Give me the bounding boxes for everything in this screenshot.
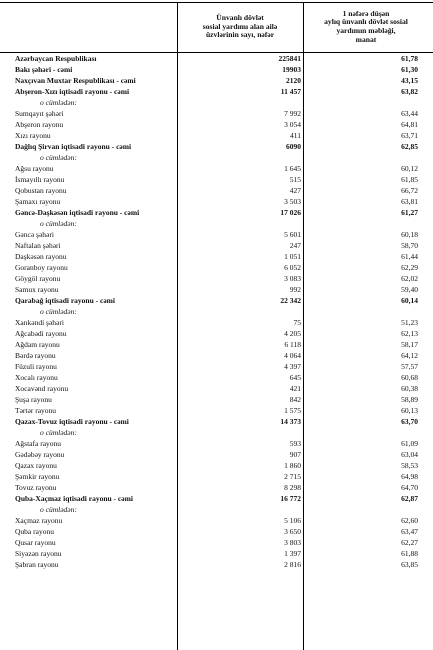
row-recipients-count: 75: [293, 318, 301, 327]
table-row: [0, 251, 433, 262]
row-benefit-amount: 63,70: [401, 417, 418, 426]
row-recipients-count: 6090: [286, 142, 301, 151]
table-row: [0, 130, 433, 141]
row-region-name: Qusar rayonu: [15, 538, 56, 547]
row-benefit-amount: 58,17: [401, 340, 418, 349]
row-region-name: Xocavənd rayonu: [15, 384, 69, 393]
table-row: [0, 273, 433, 284]
row-region-name: Qobustan rayonu: [15, 186, 67, 195]
row-benefit-amount: 58,53: [401, 461, 418, 470]
row-recipients-count: 3 054: [284, 120, 301, 129]
row-recipients-count: 2120: [286, 76, 301, 85]
row-region-name: Goranboy rayonu: [15, 263, 68, 272]
row-benefit-amount: 64,12: [401, 351, 418, 360]
table-row: [0, 229, 433, 240]
row-benefit-amount: 60,18: [401, 230, 418, 239]
row-recipients-count: 421: [289, 384, 301, 393]
table-row: [0, 350, 433, 361]
row-benefit-amount: 62,85: [401, 142, 418, 151]
row-region-name: İsmayıllı rayonu: [15, 175, 65, 184]
row-benefit-amount: 60,14: [401, 296, 418, 305]
row-benefit-amount: 63,47: [401, 527, 418, 536]
row-region-name: Azərbaycan Respublikası: [15, 54, 97, 63]
row-recipients-count: 11 457: [280, 87, 301, 96]
row-recipients-count: 515: [289, 175, 301, 184]
row-region-name: Gəncə-Daşkəsən iqtisadi rayonu - cəmi: [15, 208, 140, 217]
row-benefit-amount: 62,29: [401, 263, 418, 272]
table-row: [0, 515, 433, 526]
table-row: [0, 471, 433, 482]
table-row: [0, 196, 433, 207]
table-row-total: [0, 64, 433, 75]
table-row: [0, 405, 433, 416]
row-recipients-count: 907: [289, 450, 301, 459]
row-region-name: o cümlədən:: [40, 98, 77, 107]
row-benefit-amount: 64,98: [401, 472, 418, 481]
row-benefit-amount: 63,04: [401, 450, 418, 459]
table-row: [0, 240, 433, 251]
table-row-subheading: [0, 504, 433, 515]
row-benefit-amount: 61,85: [401, 175, 418, 184]
table-row: [0, 108, 433, 119]
row-region-name: Tovuz rayonu: [15, 483, 57, 492]
row-benefit-amount: 61,30: [401, 65, 418, 74]
row-region-name: Samux rayonu: [15, 285, 59, 294]
table-row-subheading: [0, 306, 433, 317]
row-benefit-amount: 62,60: [401, 516, 418, 525]
row-benefit-amount: 63,71: [401, 131, 418, 140]
row-region-name: Quba-Xaçmaz iqtisadi rayonu - cəmi: [15, 494, 133, 503]
row-benefit-amount: 62,87: [401, 494, 418, 503]
row-region-name: Bakı şəhəri - cəmi: [15, 65, 73, 74]
row-recipients-count: 225841: [278, 54, 301, 63]
row-recipients-count: 3 503: [284, 197, 301, 206]
table-row-total: [0, 86, 433, 97]
row-region-name: Xocalı rayonu: [15, 373, 58, 382]
table-row: [0, 526, 433, 537]
row-recipients-count: 8 298: [284, 483, 301, 492]
row-recipients-count: 2 715: [284, 472, 301, 481]
table-row: [0, 339, 433, 350]
row-recipients-count: 6 118: [284, 340, 301, 349]
table-row: [0, 537, 433, 548]
table-row: [0, 317, 433, 328]
row-recipients-count: 1 051: [284, 252, 301, 261]
table-row-subheading: [0, 218, 433, 229]
row-benefit-amount: 66,72: [401, 186, 418, 195]
row-region-name: Dağlıq Şirvan iqtisadi rayonu - cəmi: [15, 142, 132, 151]
row-region-name: Naxçıvan Muxtar Respublikası - cəmi: [15, 76, 136, 85]
row-recipients-count: 247: [289, 241, 301, 250]
row-recipients-count: 1 645: [284, 164, 301, 173]
row-benefit-amount: 59,40: [401, 285, 418, 294]
row-benefit-amount: 57,57: [401, 362, 418, 371]
table-row: [0, 559, 433, 570]
row-benefit-amount: 62,27: [401, 538, 418, 547]
row-region-name: Göygöl rayonu: [15, 274, 61, 283]
table-row: [0, 438, 433, 449]
row-region-name: Şamaxı rayonu: [15, 197, 61, 206]
table-body: [0, 53, 433, 570]
row-region-name: Qazax-Tovuz iqtisadi rayonu - cəmi: [15, 417, 129, 426]
row-region-name: Bərdə rayonu: [15, 351, 56, 360]
row-benefit-amount: 64,81: [401, 120, 418, 129]
row-benefit-amount: 60,68: [401, 373, 418, 382]
row-region-name: Sumqayıt şəhəri: [15, 109, 64, 118]
row-recipients-count: 427: [289, 186, 301, 195]
row-benefit-amount: 61,27: [401, 208, 418, 217]
row-recipients-count: 1 860: [284, 461, 301, 470]
row-benefit-amount: 64,70: [401, 483, 418, 492]
row-benefit-amount: 61,09: [401, 439, 418, 448]
row-region-name: Ağdam rayonu: [15, 340, 60, 349]
table-row: [0, 460, 433, 471]
table-row: [0, 119, 433, 130]
row-benefit-amount: 63,44: [401, 109, 418, 118]
table-row-total: [0, 207, 433, 218]
table-row-total: [0, 53, 433, 64]
row-region-name: Quba rayonu: [15, 527, 54, 536]
row-benefit-amount: 61,88: [401, 549, 418, 558]
row-region-name: o cümlədən:: [40, 307, 77, 316]
row-benefit-amount: 60,12: [401, 164, 418, 173]
row-benefit-amount: 43,15: [401, 76, 418, 85]
row-recipients-count: 5 106: [284, 516, 301, 525]
row-region-name: Siyəzən rayonu: [15, 549, 62, 558]
row-region-name: Xankəndi şəhəri: [15, 318, 64, 327]
table-row-total: [0, 75, 433, 86]
row-recipients-count: 2 816: [284, 560, 301, 569]
row-benefit-amount: 58,89: [401, 395, 418, 404]
table-row: [0, 284, 433, 295]
row-region-name: Qazax rayonu: [15, 461, 57, 470]
row-recipients-count: 16 772: [280, 494, 301, 503]
table-row-subheading: [0, 97, 433, 108]
row-recipients-count: 4 205: [284, 329, 301, 338]
row-benefit-amount: 60,13: [401, 406, 418, 415]
table-row: [0, 361, 433, 372]
table-row-subheading: [0, 152, 433, 163]
row-recipients-count: 5 601: [284, 230, 301, 239]
table-row-subheading: [0, 427, 433, 438]
row-region-name: Xızı rayonu: [15, 131, 51, 140]
row-benefit-amount: 63,85: [401, 560, 418, 569]
row-region-name: Qarabağ iqtisadi rayonu - cəmi: [15, 296, 116, 305]
row-recipients-count: 3 083: [284, 274, 301, 283]
row-region-name: Naftalan şəhəri: [15, 241, 61, 250]
row-region-name: Daşkəsən rayonu: [15, 252, 67, 261]
row-region-name: Ağsu rayonu: [15, 164, 54, 173]
row-recipients-count: 14 373: [280, 417, 301, 426]
row-benefit-amount: 63,81: [401, 197, 418, 206]
row-benefit-amount: 60,38: [401, 384, 418, 393]
row-region-name: o cümlədən:: [40, 428, 77, 437]
header-region-column: [0, 2, 176, 52]
table-row: [0, 482, 433, 493]
row-region-name: Şabran rayonu: [15, 560, 59, 569]
row-recipients-count: 4 064: [284, 351, 301, 360]
row-region-name: o cümlədən:: [40, 505, 77, 514]
header-amount-column: 1 nəfərə düşən aylıq ünvanlı dövlət sosial yardımın məbləği, manat: [324, 8, 408, 44]
table-row: [0, 163, 433, 174]
row-benefit-amount: 58,70: [401, 241, 418, 250]
row-recipients-count: 1 397: [284, 549, 301, 558]
row-region-name: Şəmkir rayonu: [15, 472, 60, 481]
row-region-name: Abşeron rayonu: [15, 120, 64, 129]
table-row: [0, 185, 433, 196]
row-region-name: Gəncə şəhəri: [15, 230, 54, 239]
row-recipients-count: 1 575: [284, 406, 301, 415]
row-region-name: Gədəbəy rayonu: [15, 450, 65, 459]
table-row: [0, 174, 433, 185]
row-benefit-amount: 63,82: [401, 87, 418, 96]
table-row-total: [0, 141, 433, 152]
row-recipients-count: 593: [289, 439, 301, 448]
row-recipients-count: 4 397: [284, 362, 301, 371]
header-recipients-column: Ünvanlı dövlət sosial yardımı alan ailə üzvlərinin sayı, nəfər: [202, 13, 278, 40]
row-region-name: Ağcabədi rayonu: [15, 329, 67, 338]
row-benefit-amount: 62,13: [401, 329, 418, 338]
table-row: [0, 262, 433, 273]
table-row: [0, 449, 433, 460]
table-row-total: [0, 493, 433, 504]
table-row: [0, 394, 433, 405]
table-row: [0, 328, 433, 339]
row-recipients-count: 645: [289, 373, 301, 382]
table-header: [0, 2, 433, 52]
row-recipients-count: 992: [289, 285, 301, 294]
table-row-total: [0, 295, 433, 306]
row-recipients-count: 7 992: [284, 109, 301, 118]
row-benefit-amount: 61,78: [401, 54, 418, 63]
row-region-name: o cümlədən:: [40, 219, 77, 228]
row-recipients-count: 3 650: [284, 527, 301, 536]
row-benefit-amount: 61,44: [401, 252, 418, 261]
row-region-name: Abşeron-Xızı iqtisadi rayonu - cəmi: [15, 87, 130, 96]
row-recipients-count: 22 342: [280, 296, 301, 305]
table-row-total: [0, 416, 433, 427]
row-recipients-count: 17 026: [280, 208, 301, 217]
table-row: [0, 548, 433, 559]
row-recipients-count: 411: [290, 131, 301, 140]
row-benefit-amount: 62,02: [401, 274, 418, 283]
row-region-name: Tərtər rayonu: [15, 406, 57, 415]
row-region-name: Ağstafa rayonu: [15, 439, 62, 448]
row-region-name: Xaçmaz rayonu: [15, 516, 63, 525]
table-row: [0, 372, 433, 383]
row-region-name: Füzuli rayonu: [15, 362, 57, 371]
row-region-name: Şuşa rayonu: [15, 395, 52, 404]
row-benefit-amount: 51,23: [401, 318, 418, 327]
row-recipients-count: 3 803: [284, 538, 301, 547]
row-recipients-count: 842: [289, 395, 301, 404]
row-recipients-count: 19903: [282, 65, 301, 74]
table-row: [0, 383, 433, 394]
row-region-name: o cümlədən:: [40, 153, 77, 162]
row-recipients-count: 6 052: [284, 263, 301, 272]
